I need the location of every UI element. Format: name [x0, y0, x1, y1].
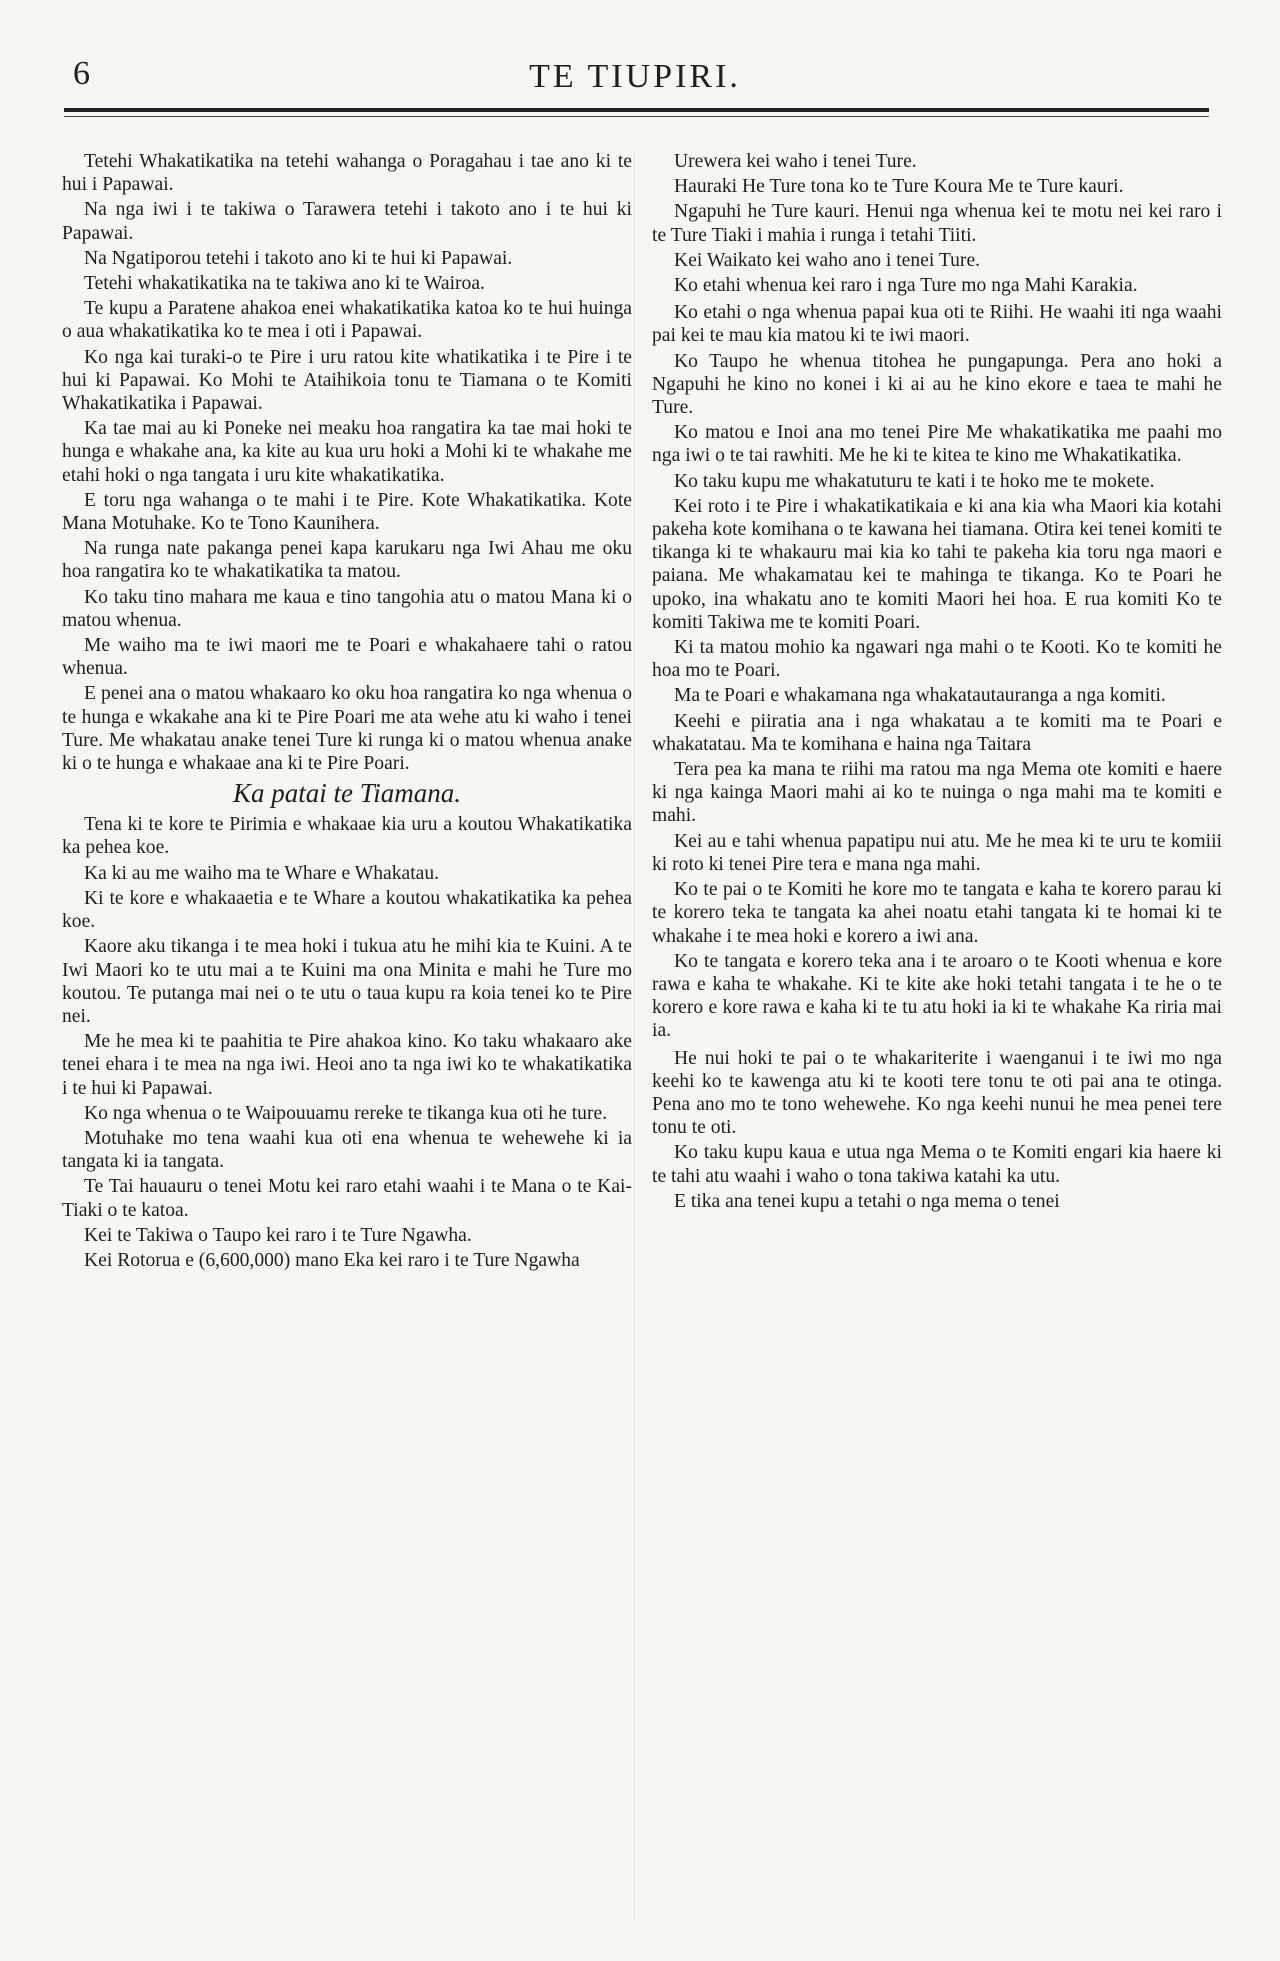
right-paragraph: Tera pea ka mana te riihi ma ratou ma nga Mema ote komiti e haere ki nga kainga Maori mahi ai ko te nuinga o nga mahi ma te komiti e mahi. — [652, 759, 1222, 827]
left-paragraph: Kei te Takiwa o Taupo kei raro i te Ture Ngawha. — [84, 1224, 472, 1246]
section-subheading: Ka patai te Tiamana. — [232, 778, 462, 809]
right-paragraph: Ki ta matou mohio ka ngawari nga mahi o te Kooti. Ko te komiti he hoa mo te Poari. — [652, 637, 1222, 682]
page-title: TE TIUPIRI. — [529, 58, 741, 95]
page-number: 6 — [73, 55, 90, 92]
right-paragraph: E tika ana tenei kupu a tetahi o nga mema o tenei — [674, 1190, 1060, 1212]
column-divider — [634, 150, 635, 1920]
right-paragraph: Ko etahi whenua kei raro i nga Ture mo nga Mahi Karakia. — [674, 275, 1138, 297]
right-paragraph: Ko Taupo he whenua titohea he pungapunga. Pera ano hoki a Ngapuhi he kino no konei i ki ai au he kino ekore e taea te mahi he Ture. — [652, 350, 1222, 419]
left-paragraph: Ko taku tino mahara me kaua e tino tangohia atu o matou Mana ki o matou whenua. — [62, 586, 632, 631]
left-paragraph: Me he mea ki te paahitia te Pire ahakoa kino. Ko taku whakaaro ake tenei ehara i te mea na nga iwi. Heoi ano ta nga iwi ko te whakatikatika i te hui ki Papawai. — [62, 1031, 632, 1099]
right-paragraph: Ngapuhi he Ture kauri. Henui nga whenua kei te motu nei kei raro i te Ture Tiaki i mahia i runga i tetahi Tiiti. — [652, 201, 1222, 246]
right-paragraph: Ko te tangata e korero teka ana i te aroaro o te Kooti whenua e kore rawa e kaha te whakahe. Ki te kite ake hoki tetahi tangata i te he o te korero e kore rawa e kaha ki te tu atu hoki ia ki te whakahe Ka riria mai ia. — [652, 950, 1222, 1042]
left-paragraph: Te kupu a Paratene ahakoa enei whakatikatika katoa ko te hui huinga o aua whakatikatika ko te mea i oti i Papawai. — [62, 298, 632, 343]
left-paragraph: Te Tai hauauru o tenei Motu kei raro etahi waahi i te Mana o te Kai-Tiaki o te katoa. — [62, 1176, 632, 1221]
left-paragraph: E penei ana o matou whakaaro ko oku hoa rangatira ko nga whenua o te hunga e wkakahe ana ki te Pire Poari me ata wehe atu ki waho i tenei Ture. Me whakatau anake tenei Ture ki runga ki o matou whenua anake ki o te hunga e whakaae ana ki te Pire Poari. — [62, 683, 632, 775]
right-paragraph: He nui hoki te pai o te whakariterite i waenganui i te iwi mo nga keehi ko te kawenga atu ki te kooti tere tonu te oti pai ana te otinga. Pena ano mo te tono wehewehe. Ko nga keehi nunui he mea penei tere tonu te oti. — [652, 1047, 1222, 1139]
left-paragraph: Motuhake mo tena waahi kua oti ena whenua te wehewehe ki ia tangata ki ia tangata. — [62, 1127, 632, 1173]
left-paragraph: Na nga iwi i te takiwa o Tarawera tetehi i takoto ano i te hui ki Papawai. — [62, 199, 632, 244]
right-paragraph: Ko matou e Inoi ana mo tenei Pire Me whakatikatika me paahi mo nga iwi o te tai rawhiti. Me he ki te kitea te kino me Whakatikatika. — [652, 422, 1222, 467]
left-paragraph: Kaore aku tikanga i te mea hoki i tukua atu he mihi kia te Kuini. A te Iwi Maori ko te utu mai a te Kuini ma ona Minita e mahi he Ture mo koutou. Te putanga mai nei o te utu o taua kupu ra koia tenei ko te Pire nei. — [62, 936, 632, 1027]
right-paragraph: Kei Waikato kei waho ano i tenei Ture. — [674, 249, 981, 271]
right-paragraph: Kei roto i te Pire i whakatikatikaia e ki ana kia wha Maori kia kotahi pakeha kote komihana o te kawana hei tiamana. Otira kei tenei komiti te tikanga ki te whakauru mai kia ko tahi te pakeha kia toru nga maori e paiana. Me whakamatau kei te mahinga te tikanga. Ko te Poari he upoko, ina whakatu ano te komiti Maori hei hoa. E rua komiti Ko te komiti Takiwa me te komiti Poari. — [652, 495, 1222, 633]
left-paragraph: Tetehi whakatikatika na te takiwa ano ki te Wairoa. — [84, 273, 485, 295]
right-paragraph: Ko taku kupu me whakatuturu te kati i te hoko me te mokete. — [674, 470, 1155, 492]
left-paragraph: Me waiho ma te iwi maori me te Poari e whakahaere tahi o ratou whenua. — [62, 635, 632, 680]
left-paragraph: Tetehi Whakatikatika na tetehi wahanga o Poragahau i tae ano ki te hui i Papawai. — [62, 151, 632, 196]
left-paragraph: Ka ki au me waiho ma te Whare e Whakatau. — [84, 862, 440, 884]
left-column — [62, 150, 632, 1274]
right-column — [652, 150, 1222, 1215]
left-paragraph: Na Ngatiporou tetehi i takoto ano ki te hui ki Papawai. — [84, 247, 513, 269]
left-paragraph: Ko nga whenua o te Waipouuamu rereke te tikanga kua oti he ture. — [84, 1102, 608, 1124]
right-paragraph: Kei au e tahi whenua papatipu nui atu. Me he mea ki te uru te komiii ki roto ki tenei Pire tera e mana nga mahi. — [652, 830, 1222, 875]
left-paragraph: E toru nga wahanga o te mahi i te Pire. Kote Whakatikatika. Kote Mana Motuhake. Ko te Tono Kaunihera. — [62, 489, 632, 535]
header-rule-thick — [64, 108, 1209, 112]
right-paragraph: Ko taku kupu kaua e utua nga Mema o te Komiti engari kia haere ki te tahi atu waahi i waho o tona takiwa katahi ka utu. — [652, 1142, 1222, 1187]
right-paragraph: Ko te pai o te Komiti he kore mo te tangata e kaha te korero parau ki te korero teka te tangata ka ahei noatu etahi tangata ki te homai ki te whakahe i te mea hoki e korero a iwi ana. — [652, 879, 1222, 947]
left-paragraph: Tena ki te kore te Pirimia e whakaae kia uru a koutou Whakatikatika ka pehea koe. — [62, 814, 632, 859]
right-paragraph: Hauraki He Ture tona ko te Ture Koura Me te Ture kauri. — [674, 176, 1124, 198]
left-paragraph: Ki te kore e whakaaetia e te Whare a koutou whakatikatika ka pehea koe. — [62, 887, 632, 933]
right-paragraph: Ma te Poari e whakamana nga whakatautauranga a nga komiti. — [674, 685, 1166, 707]
right-paragraph: Urewera kei waho i tenei Ture. — [674, 151, 917, 172]
left-paragraph: Ka tae mai au ki Poneke nei meaku hoa rangatira ka tae mai hoki te hunga e whakahe ana, ka kite au kua uru hoki a Mohi ki te whakahe me etahi hoki o nga tangata i uru kite whakatikatika. — [62, 418, 632, 486]
left-paragraph: Ko nga kai turaki-o te Pire i uru ratou kite whatikatika i te Pire i te hui ki Papawai. Ko Mohi te Ataihikoia tonu te Tiamana o te Komiti Whakatikatika i Papawai. — [62, 346, 632, 415]
header-rule-thin — [64, 116, 1209, 117]
right-paragraph: Keehi e piiratia ana i nga whakatau a te komiti ma te Poari e whakatatau. Ma te komihana e haina nga Taitara — [652, 710, 1222, 755]
right-paragraph: Ko etahi o nga whenua papai kua oti te Riihi. He waahi iti nga waahi pai kei te mau kia matou ki te iwi maori. — [652, 302, 1222, 347]
left-paragraph: Kei Rotorua e (6,600,000) mano Eka kei raro i te Ture Ngawha — [84, 1249, 580, 1271]
page-header — [60, 50, 1210, 102]
left-paragraph: Na runga nate pakanga penei kapa karukaru nga Iwi Ahau me oku hoa rangatira ko te whakatikatika ta matou. — [62, 538, 632, 583]
